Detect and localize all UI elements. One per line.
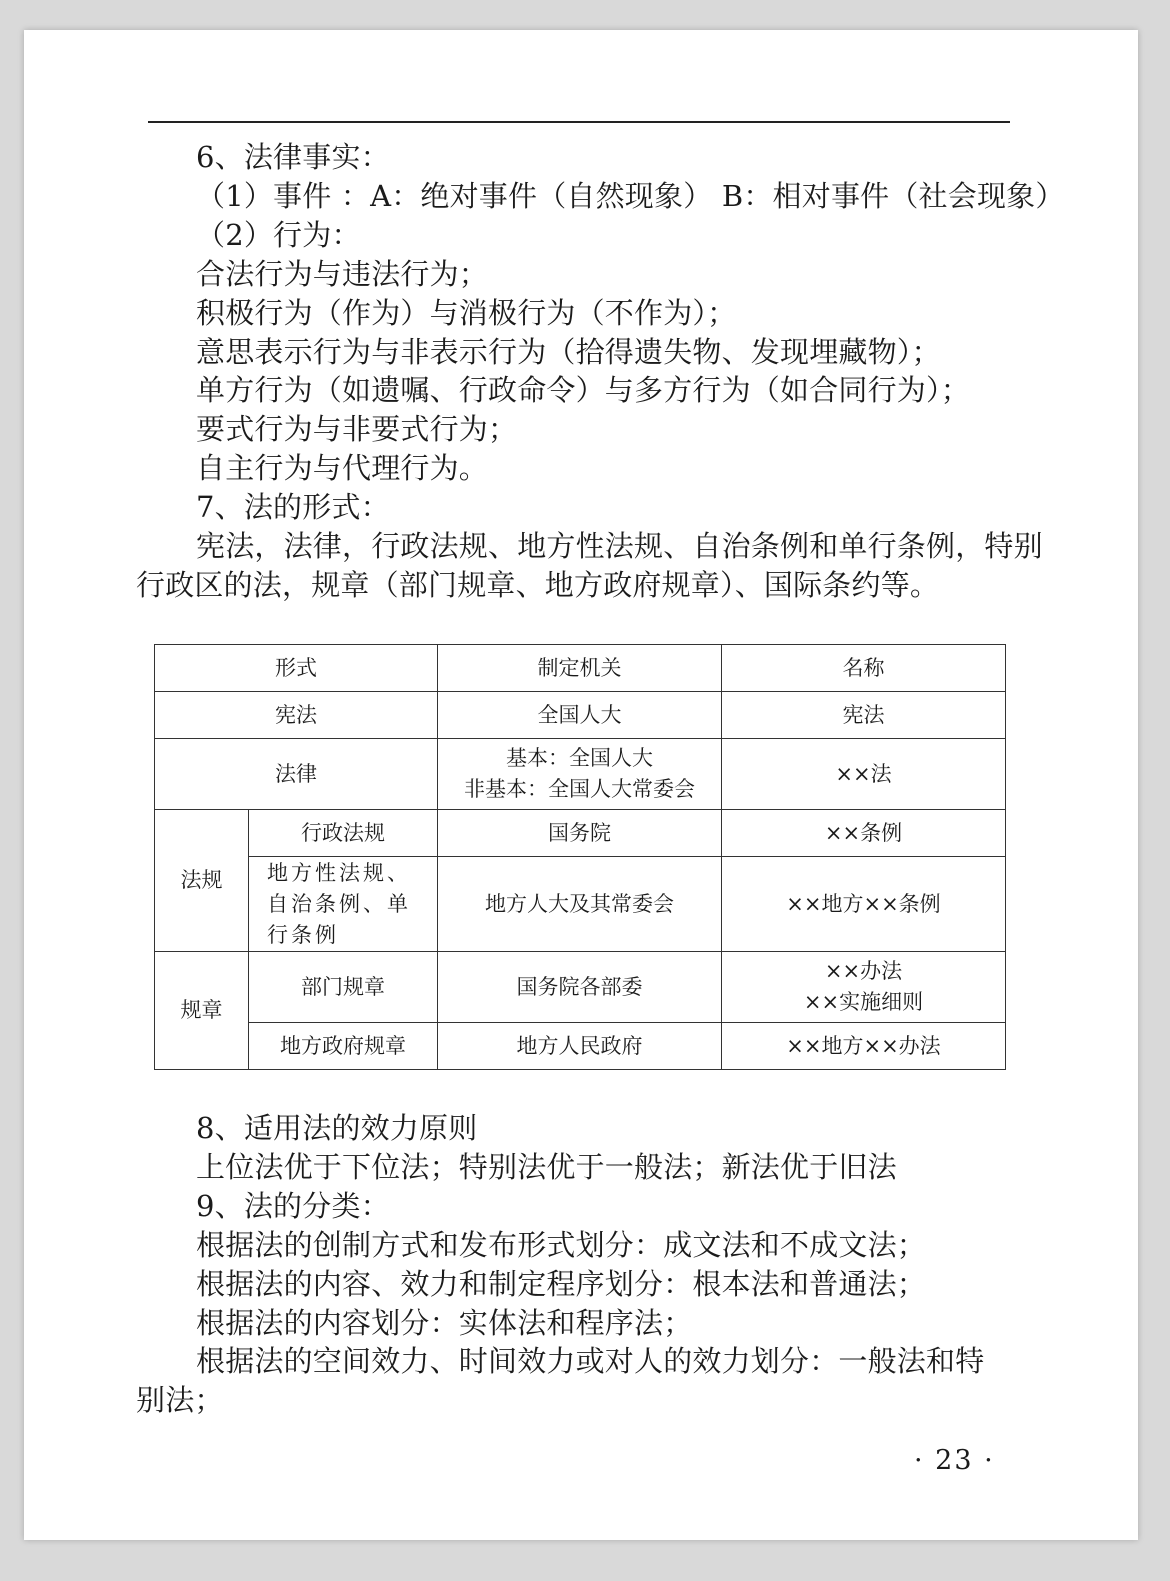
classification-item: 根据法的内容、效力和制定程序划分：根本法和普通法； — [196, 1266, 927, 1301]
form-line: 行条例 — [267, 922, 339, 947]
table-row — [155, 952, 1006, 1023]
name-cell: ××法 — [722, 739, 1006, 810]
name-cell: ××条例 — [722, 810, 1006, 857]
table-row — [155, 739, 1006, 810]
form-cell: 部门规章 — [249, 952, 438, 1023]
behavior-item: 合法行为与违法行为； — [196, 256, 489, 291]
table-row — [155, 692, 1006, 739]
form-cell: 地方政府规章 — [249, 1023, 438, 1070]
organ-cell: 全国人大 — [438, 692, 722, 739]
name-cell: 宪法 — [722, 692, 1006, 739]
table-row — [155, 810, 1006, 857]
header-rule — [148, 121, 1010, 123]
section-8-heading: 8、适用法的效力原则 — [196, 1111, 478, 1145]
section-6-behavior-heading: （2）行为： — [196, 217, 361, 252]
form-cell: 法律 — [155, 739, 438, 810]
header-organ: 制定机关 — [438, 645, 722, 692]
organ-line: 基本：全国人大 — [506, 746, 653, 770]
section-6-heading: 6、法律事实： — [196, 140, 390, 174]
organ-cell: 国务院各部委 — [438, 952, 722, 1023]
name-line: ××办法 — [824, 959, 903, 983]
section-9-heading: 9、法的分类： — [196, 1188, 390, 1223]
organ-cell: 地方人民政府 — [438, 1023, 722, 1070]
text-block-bottom — [136, 1109, 1032, 1420]
behavior-item: 积极行为（作为）与消极行为（不作为）； — [196, 295, 737, 330]
section-6-event-line: （1）事件 ：A：绝对事件（自然现象） B：相对事件（社会现象） — [196, 178, 1065, 213]
page-number: · 23 · — [914, 1445, 995, 1476]
form-line: 地方性法规、 — [267, 860, 411, 885]
section-7-heading: 7、法的形式： — [196, 490, 390, 525]
section-7-body-line-1: 宪法，法律，行政法规、地方性法规、自治条例和单行条例，特别 — [196, 529, 1043, 564]
form-cell — [249, 857, 438, 952]
table-row — [155, 1023, 1006, 1070]
behavior-item: 单方行为（如遗嘱、行政命令）与多方行为（如合同行为）； — [196, 373, 970, 408]
header-form: 形式 — [155, 645, 438, 692]
organ-line: 非基本：全国人大常委会 — [464, 777, 695, 801]
section-7-body-line-2: 行政区的法，规章（部门规章、地方政府规章）、国际条约等。 — [136, 567, 940, 602]
name-cell: ××地方××办法 — [722, 1023, 1006, 1070]
name-line: ××实施细则 — [803, 990, 924, 1014]
classification-item-last-line-2: 别法； — [136, 1383, 224, 1418]
text-block-top — [136, 138, 1065, 605]
group-cell-rules: 规章 — [155, 952, 249, 1070]
name-cell — [722, 952, 1006, 1023]
classification-item: 根据法的内容划分：实体法和程序法； — [196, 1305, 693, 1340]
classification-item-last-line-1: 根据法的空间效力、时间效力或对人的效力划分：一般法和特 — [196, 1344, 985, 1379]
behavior-item: 自主行为与代理行为。 — [196, 451, 489, 486]
form-cell: 宪法 — [155, 692, 438, 739]
classification-item: 根据法的创制方式和发布形式划分：成文法和不成文法； — [196, 1227, 927, 1262]
organ-cell — [438, 739, 722, 810]
behavior-item: 要式行为与非要式行为； — [196, 412, 518, 447]
law-forms-table — [154, 644, 1006, 1070]
table-row — [155, 857, 1006, 952]
organ-cell: 国务院 — [438, 810, 722, 857]
book-page — [24, 30, 1138, 1540]
group-cell-regulations: 法规 — [155, 810, 249, 952]
section-8-body: 上位法优于下位法；特别法优于一般法；新法优于旧法 — [196, 1149, 897, 1184]
name-cell: ××地方××条例 — [722, 857, 1006, 952]
form-cell: 行政法规 — [249, 810, 438, 857]
table-header-row — [155, 645, 1006, 692]
form-line: 自治条例、单 — [267, 891, 411, 916]
organ-cell: 地方人大及其常委会 — [438, 857, 722, 952]
header-name: 名称 — [722, 645, 1006, 692]
behavior-item: 意思表示行为与非表示行为（拾得遗失物、发现埋藏物）； — [196, 334, 941, 369]
